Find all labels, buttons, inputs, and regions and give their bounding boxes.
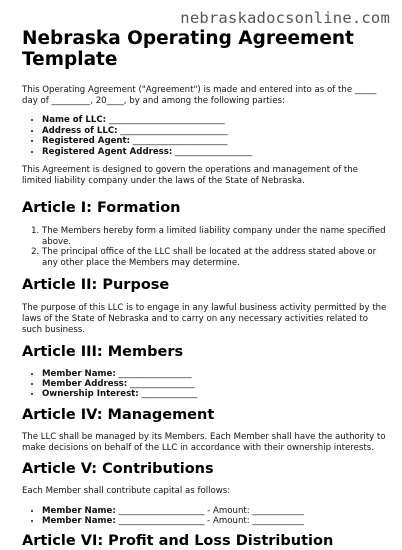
field-blank[interactable]: ____________________ - Amount: ____________: [115, 505, 304, 516]
field-blank[interactable]: _______________: [127, 379, 195, 390]
list-item: [42, 115, 388, 125]
field-label: Member Address:: [42, 379, 128, 390]
list-item: [42, 506, 388, 516]
article-2-heading: Article II: Purpose: [22, 277, 170, 294]
article-1-heading: Article I: Formation: [22, 200, 181, 217]
field-blank[interactable]: _________________: [115, 368, 192, 379]
list-item: [42, 389, 388, 399]
field-label: Member Name:: [42, 505, 116, 516]
field-label: Name of LLC:: [42, 115, 107, 126]
list-item: 2. The principal office of the LLC shall be located at the address stated above or any other place the Members may determine.: [42, 247, 388, 268]
parties-list: [22, 115, 388, 157]
document-page: [22, 28, 388, 550]
title-line-2: Template: [22, 49, 118, 70]
field-label: Ownership Interest:: [42, 389, 139, 400]
contributions-list: [22, 506, 388, 527]
field-blank[interactable]: _____________: [138, 389, 198, 400]
field-blank[interactable]: ______________________: [130, 136, 228, 147]
field-label: Member Name:: [42, 515, 116, 526]
list-item: [42, 147, 388, 157]
management-paragraph: The LLC shall be managed by its Members. Each Member shall have the authority to make decisions on behalf of the LLC in accordance with their ownership interests.: [22, 431, 386, 454]
field-blank[interactable]: __________________: [172, 146, 253, 157]
field-blank[interactable]: ___________________________: [106, 115, 225, 126]
list-item: [42, 136, 388, 146]
field-label: Registered Agent Address:: [42, 146, 173, 157]
article-6-heading: Article VI: Profit and Loss Distribution: [22, 533, 334, 550]
document-title: [22, 28, 388, 70]
governing-paragraph: This Agreement is designed to govern the operations and management of the limited liability company under the laws of the State of Nebraska.: [22, 165, 358, 187]
field-blank[interactable]: _________________________: [117, 125, 228, 136]
list-item: 1. The Members hereby form a limited liability company under the name specified above.: [42, 226, 388, 247]
site-watermark: nebraskadocsonline.com: [180, 9, 390, 27]
members-list: [22, 369, 388, 400]
article-3-heading: Article III: Members: [22, 343, 184, 360]
article-5-heading: Article V: Contributions: [22, 461, 214, 478]
purpose-paragraph: The purpose of this LLC is to engage in any lawful business activity permitted by the laws of the State of Nebraska and to carry on any necessary activities related to such business.: [22, 303, 387, 336]
contributions-paragraph: Each Member shall contribute capital as follows:: [22, 486, 231, 497]
list-item: [42, 126, 388, 136]
title-line-1: Nebraska Operating Agreement: [22, 28, 354, 49]
list-item: [42, 379, 388, 389]
field-label: Address of LLC:: [42, 125, 118, 136]
field-label: Member Name:: [42, 368, 116, 379]
article-4-heading: Article IV: Management: [22, 406, 215, 423]
formation-list: [22, 226, 388, 268]
field-label: Registered Agent:: [42, 136, 131, 147]
list-item: [42, 516, 388, 526]
intro-paragraph: This Operating Agreement ("Agreement") is made and entered into as of the _____ day of _________, 20____, by and among the following parties:: [22, 85, 377, 107]
list-item: [42, 369, 388, 379]
field-blank[interactable]: ____________________ - Amount: ____________: [115, 515, 304, 526]
